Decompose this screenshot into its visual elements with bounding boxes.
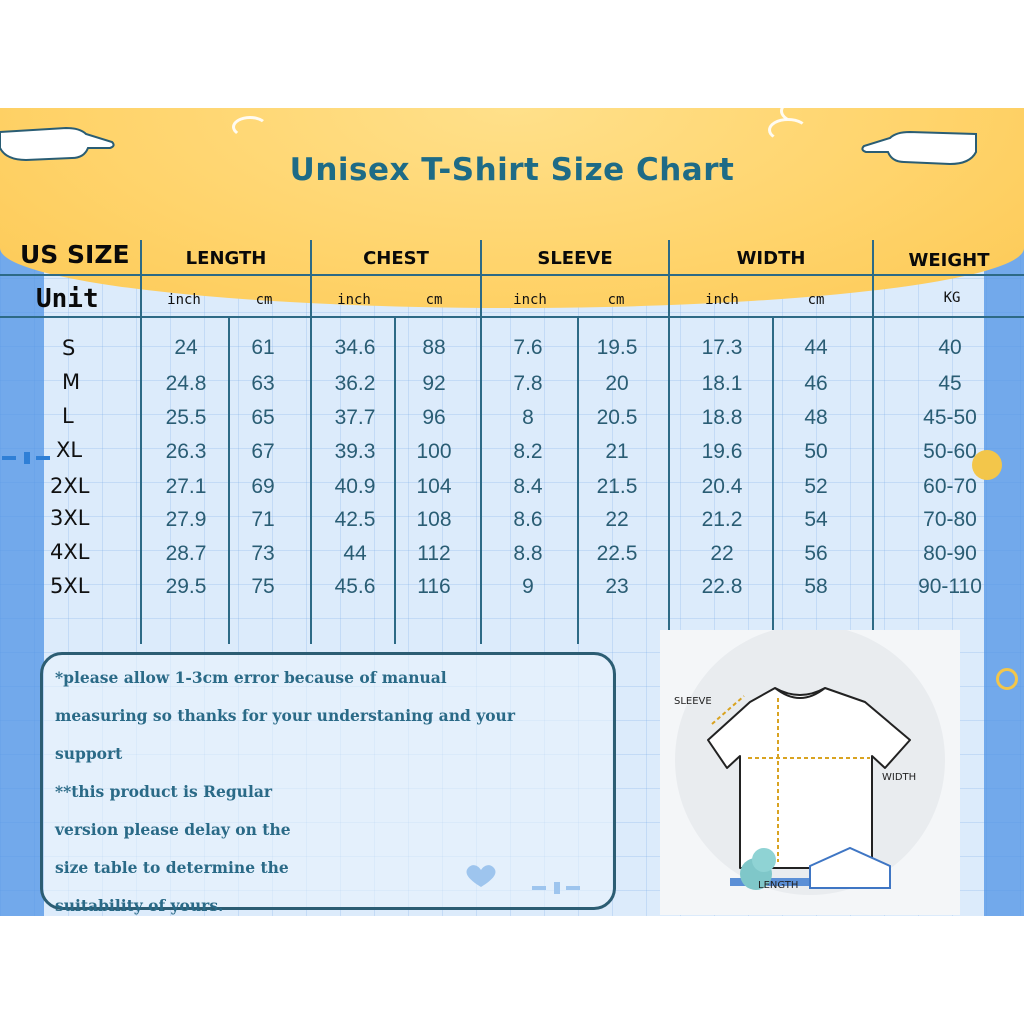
width-inch-cell: 17.3 bbox=[701, 336, 743, 359]
length-cm-cell: 75 bbox=[251, 575, 275, 598]
chest-cm-cell: 108 bbox=[416, 508, 452, 531]
sleeve-header: SLEEVE bbox=[537, 248, 613, 269]
unit-header: Unit bbox=[36, 284, 99, 314]
column-divider bbox=[872, 240, 874, 644]
weight-kg-cell: 40 bbox=[938, 336, 962, 359]
circle-decoration bbox=[996, 668, 1018, 690]
width-inch-cell: 21.2 bbox=[701, 508, 743, 531]
unit-rule bbox=[0, 316, 1024, 318]
size-label: S bbox=[62, 336, 76, 360]
width-inch-cell: 22.8 bbox=[701, 575, 743, 598]
chest-cm-cell: 104 bbox=[416, 475, 452, 498]
width-label: WIDTH bbox=[882, 772, 917, 783]
column-divider bbox=[480, 240, 482, 644]
unit-label: KG bbox=[943, 290, 961, 306]
width-inch-cell: 20.4 bbox=[701, 475, 743, 498]
chest-cm-cell: 88 bbox=[422, 336, 446, 359]
note-line: version please delay on the bbox=[55, 820, 291, 839]
chest-inch-cell: 45.6 bbox=[334, 575, 376, 598]
length-inch-cell: 24.8 bbox=[165, 372, 207, 395]
chest-header: CHEST bbox=[363, 248, 429, 269]
note-line: suitability of yours. bbox=[55, 896, 224, 915]
sleeve-cm-cell: 21.5 bbox=[596, 475, 638, 498]
unit-label: cm bbox=[255, 292, 273, 308]
sleeve-cm-cell: 20.5 bbox=[596, 406, 638, 429]
unit-label: inch bbox=[513, 292, 547, 308]
width-header: WIDTH bbox=[736, 248, 806, 269]
width-cm-cell: 52 bbox=[804, 475, 828, 498]
sleeve-cm-cell: 23 bbox=[605, 575, 629, 598]
chest-cm-cell: 96 bbox=[422, 406, 446, 429]
length-inch-cell: 26.3 bbox=[165, 440, 207, 463]
column-divider bbox=[668, 240, 670, 644]
unit-label: cm bbox=[807, 292, 825, 308]
weight-kg-cell: 80-90 bbox=[923, 542, 977, 565]
weight-kg-cell: 70-80 bbox=[923, 508, 977, 531]
page-title: Unisex T-Shirt Size Chart bbox=[289, 152, 735, 188]
chest-cm-cell: 112 bbox=[417, 542, 451, 565]
sleeve-inch-cell: 7.8 bbox=[513, 372, 543, 395]
length-label: LENGTH bbox=[758, 880, 799, 891]
sleeve-inch-cell: 8 bbox=[522, 406, 534, 429]
size-label: 2XL bbox=[50, 474, 90, 498]
chest-inch-cell: 40.9 bbox=[334, 475, 376, 498]
sub-column-divider bbox=[772, 316, 774, 644]
length-cm-cell: 71 bbox=[251, 508, 275, 531]
note-line: support bbox=[55, 744, 123, 763]
width-inch-cell: 18.1 bbox=[701, 372, 743, 395]
sleeve-inch-cell: 8.8 bbox=[513, 542, 543, 565]
length-inch-cell: 24 bbox=[174, 336, 198, 359]
width-cm-cell: 44 bbox=[804, 336, 828, 359]
width-cm-cell: 56 bbox=[804, 542, 828, 565]
length-cm-cell: 69 bbox=[251, 475, 275, 498]
size-label: L bbox=[62, 404, 74, 428]
width-cm-cell: 46 bbox=[804, 372, 828, 395]
size-label: 3XL bbox=[50, 506, 90, 530]
note-line: *please allow 1-3cm error because of manual bbox=[55, 668, 447, 687]
width-inch-cell: 22 bbox=[710, 542, 734, 565]
sleeve-inch-cell: 9 bbox=[522, 575, 534, 598]
sleeve-cm-cell: 22 bbox=[605, 508, 629, 531]
column-divider bbox=[310, 240, 312, 644]
sleeve-cm-cell: 22.5 bbox=[596, 542, 638, 565]
width-cm-cell: 48 bbox=[804, 406, 828, 429]
length-cm-cell: 73 bbox=[251, 542, 275, 565]
length-inch-cell: 29.5 bbox=[165, 575, 207, 598]
weight-kg-cell: 60-70 bbox=[923, 475, 977, 498]
chest-inch-cell: 37.7 bbox=[334, 406, 376, 429]
swirl-decoration bbox=[232, 116, 268, 138]
width-inch-cell: 19.6 bbox=[701, 440, 743, 463]
chest-inch-cell: 34.6 bbox=[334, 336, 376, 359]
unit-label: cm bbox=[607, 292, 625, 308]
weight-kg-cell: 90-110 bbox=[918, 575, 982, 598]
weight-kg-cell: 50-60 bbox=[923, 440, 977, 463]
weight-kg-cell: 45-50 bbox=[923, 406, 977, 429]
length-cm-cell: 61 bbox=[251, 336, 275, 359]
size-label: 4XL bbox=[50, 540, 90, 564]
unit-label: cm bbox=[425, 292, 443, 308]
chest-cm-cell: 116 bbox=[417, 575, 451, 598]
length-inch-cell: 27.1 bbox=[165, 475, 207, 498]
length-cm-cell: 67 bbox=[251, 440, 275, 463]
length-inch-cell: 25.5 bbox=[165, 406, 207, 429]
size-label: M bbox=[62, 370, 81, 394]
note-line: size table to determine the bbox=[55, 858, 289, 877]
unit-label: inch bbox=[337, 292, 371, 308]
width-cm-cell: 58 bbox=[804, 575, 828, 598]
length-cm-cell: 63 bbox=[251, 372, 275, 395]
sleeve-label: SLEEVE bbox=[674, 696, 712, 707]
column-divider bbox=[140, 240, 142, 644]
size-label: 5XL bbox=[50, 574, 90, 598]
width-cm-cell: 50 bbox=[804, 440, 828, 463]
chest-inch-cell: 42.5 bbox=[334, 508, 376, 531]
weight-header: WEIGHT bbox=[908, 250, 990, 271]
size-label: XL bbox=[56, 438, 83, 462]
note-line: measuring so thanks for your understaning and your bbox=[55, 706, 515, 725]
sleeve-cm-cell: 19.5 bbox=[596, 336, 638, 359]
size-table bbox=[0, 232, 1024, 644]
chest-inch-cell: 39.3 bbox=[334, 440, 376, 463]
length-inch-cell: 28.7 bbox=[165, 542, 207, 565]
chest-cm-cell: 100 bbox=[416, 440, 452, 463]
sleeve-cm-cell: 21 bbox=[605, 440, 629, 463]
length-cm-cell: 65 bbox=[251, 406, 275, 429]
chest-inch-cell: 44 bbox=[343, 542, 367, 565]
sleeve-inch-cell: 8.2 bbox=[513, 440, 543, 463]
unit-label: inch bbox=[705, 292, 739, 308]
note-line: **this product is Regular bbox=[55, 782, 273, 801]
notes-box bbox=[40, 652, 616, 915]
unit-label: inch bbox=[167, 292, 201, 308]
width-cm-cell: 54 bbox=[804, 508, 828, 531]
chest-cm-cell: 92 bbox=[422, 372, 446, 395]
chest-inch-cell: 36.2 bbox=[334, 372, 376, 395]
header-rule bbox=[0, 274, 1024, 276]
weight-kg-cell: 45 bbox=[938, 372, 962, 395]
length-header: LENGTH bbox=[185, 248, 267, 269]
length-inch-cell: 27.9 bbox=[165, 508, 207, 531]
width-inch-cell: 18.8 bbox=[701, 406, 743, 429]
us-size-header: US SIZE bbox=[20, 240, 130, 269]
sleeve-inch-cell: 8.4 bbox=[513, 475, 543, 498]
sleeve-inch-cell: 8.6 bbox=[513, 508, 543, 531]
sleeve-inch-cell: 7.6 bbox=[513, 336, 543, 359]
sleeve-cm-cell: 20 bbox=[605, 372, 629, 395]
measurement-diagram bbox=[660, 630, 960, 915]
